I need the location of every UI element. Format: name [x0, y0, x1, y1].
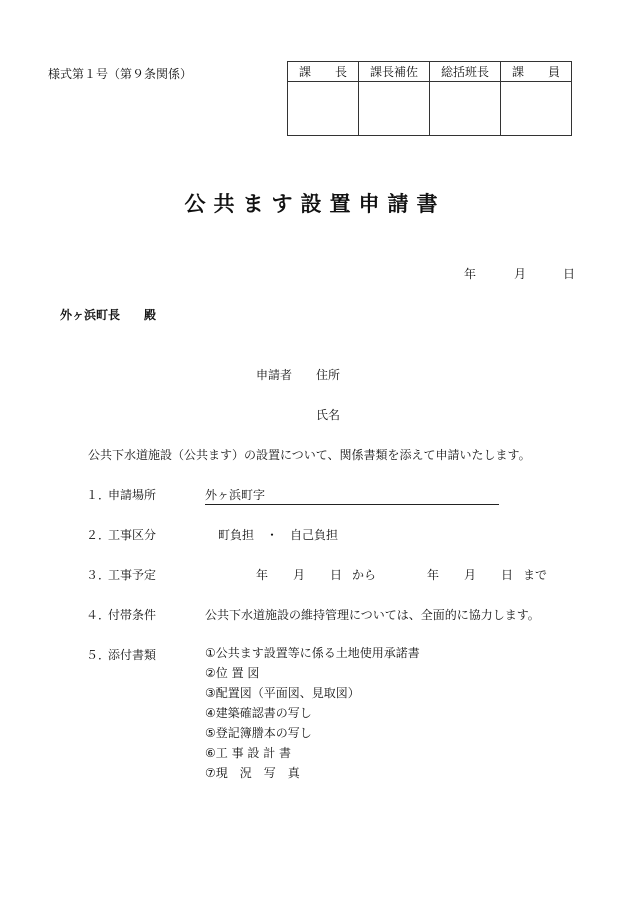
schedule-start-month: 月	[293, 568, 306, 582]
stamp-box-general-leader[interactable]	[430, 82, 501, 136]
conditions-text: 公共下水道施設の維持管理については、全面的に協力します。	[205, 608, 540, 622]
applicant-name-label: 氏名	[316, 408, 341, 422]
schedule-end-year: 年	[427, 568, 440, 582]
item-label-work-category: 工事区分	[108, 528, 157, 542]
list-item: ⑤登記簿謄本の写し	[205, 726, 312, 740]
date-month-label: 月	[514, 267, 527, 281]
schedule-start-year: 年	[256, 568, 269, 582]
schedule-end-month: 月	[464, 568, 477, 582]
item-label-location: 申請場所	[108, 488, 157, 502]
item-number: ５．	[86, 648, 111, 662]
application-statement: 公共下水道施設（公共ます）の設置について、関係書類を添えて申請いたします。	[88, 448, 531, 462]
addressee-honorific: 殿	[144, 308, 157, 322]
work-category-options[interactable]: 町負担 ・ 自己負担	[218, 528, 339, 542]
schedule-start-day: 日	[330, 568, 343, 582]
addressee-name: 外ヶ浜町長	[60, 308, 121, 322]
item-label-conditions: 付帯条件	[108, 608, 157, 622]
addressee	[60, 306, 156, 323]
address-label: 住所	[316, 368, 341, 382]
page-title: 公共ます設置申請書	[184, 192, 446, 216]
schedule-end-suffix: まで	[523, 568, 548, 582]
stamp-box-section-chief[interactable]	[288, 82, 359, 136]
location-value: 外ヶ浜町字	[205, 486, 499, 505]
list-item: ⑥工 事 設 計 書	[205, 746, 292, 760]
attachments-list	[205, 643, 420, 783]
approval-stamp-table	[287, 61, 572, 136]
list-item: ③配置図（平面図、見取図）	[205, 686, 360, 700]
item-number: ４．	[86, 608, 111, 622]
list-item: ⑦現 況 写 真	[205, 766, 300, 780]
stamp-box-assistant-chief[interactable]	[359, 82, 430, 136]
item-label-schedule: 工事予定	[108, 568, 157, 582]
list-item: ②位 置 図	[205, 666, 260, 680]
schedule-start-suffix: から	[352, 568, 377, 582]
item-label-attachments: 添付書類	[108, 648, 157, 662]
form-number: 様式第１号（第９条関係）	[48, 67, 193, 81]
date-day-label: 日	[563, 267, 576, 281]
date-year-label: 年	[464, 267, 477, 281]
applicant-address-row	[256, 366, 340, 383]
stamp-header-section-chief: 課 長	[288, 62, 359, 82]
item-number: ３．	[86, 568, 111, 582]
stamp-box-staff[interactable]	[501, 82, 572, 136]
list-item: ④建築確認書の写し	[205, 706, 312, 720]
applicant-label: 申請者	[256, 368, 293, 382]
list-item: ①公共ます設置等に係る土地使用承諾書	[205, 646, 420, 660]
stamp-header-staff: 課 員	[501, 62, 572, 82]
location-field[interactable]	[205, 486, 499, 505]
schedule-end-day: 日	[501, 568, 514, 582]
item-number: １．	[86, 488, 111, 502]
stamp-header-assistant-chief: 課長補佐	[359, 62, 430, 82]
stamp-header-general-leader: 総括班長	[430, 62, 501, 82]
item-number: ２．	[86, 528, 111, 542]
